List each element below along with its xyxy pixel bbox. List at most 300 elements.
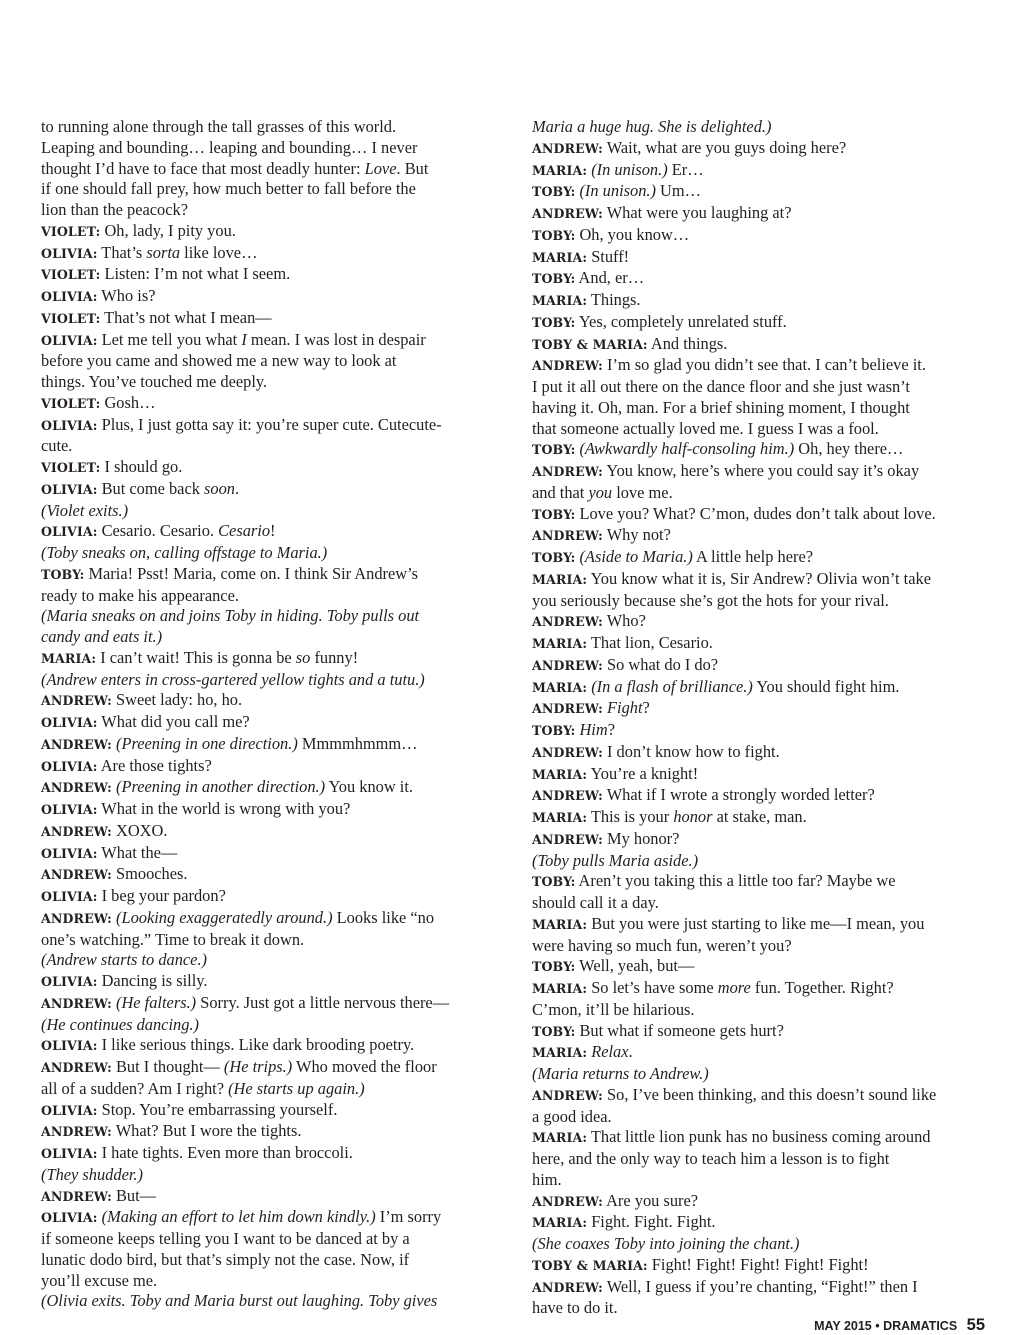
script-line (41, 971, 497, 993)
speaker-name: TOBY: (532, 442, 576, 458)
speaker-name: TOBY: (532, 271, 576, 287)
italic-text: (Violet exits.) (41, 500, 129, 520)
script-line (532, 160, 986, 182)
script-line (532, 1277, 986, 1299)
line-text: But— (111, 1185, 157, 1205)
speaker-name: TOBY: (532, 184, 576, 200)
script-line (532, 1000, 986, 1021)
line-text: Aren’t you taking this a little too far? Maybe we (575, 871, 896, 891)
italic-text: (In a flash of brilliance.) (591, 676, 753, 696)
line-text: You know, here’s where you could say it’s okay (602, 461, 920, 480)
line-text: a good idea. (532, 1106, 612, 1126)
script-line (41, 1229, 497, 1250)
line-text: So, I’ve been thinking, and this doesn’t sound like (602, 1084, 937, 1104)
script-line (532, 461, 986, 483)
line-text: But I thought— (111, 1057, 224, 1076)
script-line (532, 525, 986, 547)
line-text: ? (642, 698, 650, 718)
script-line (41, 564, 497, 586)
italic-text: Fight (607, 698, 643, 718)
script-line (41, 501, 497, 522)
script-line (532, 355, 986, 377)
script-line (41, 586, 497, 607)
script-line (41, 415, 497, 437)
line-text: funny! (310, 647, 359, 667)
script-line (41, 221, 497, 243)
line-text: I hate tights. Even more than broccoli. (97, 1143, 353, 1162)
script-line (41, 1207, 497, 1229)
line-text: Well, yeah, but— (575, 956, 695, 976)
speaker-name: MARIA: (532, 162, 588, 178)
line-text: mean. I was lost in despair (246, 329, 426, 349)
speaker-name: TOBY: (41, 566, 85, 582)
page-number: 55 (966, 1316, 985, 1334)
script-line (532, 419, 986, 440)
script-line (532, 698, 986, 720)
speaker-name: ANDREW: (532, 358, 603, 374)
line-text: . (628, 1042, 633, 1062)
speaker-name: TOBY: (532, 550, 576, 565)
line-text: Listen: I’m not what I seem. (100, 264, 291, 284)
italic-text: (She coaxes Toby into joining the chant.) (532, 1234, 800, 1253)
line-text: have to do it. (532, 1298, 618, 1318)
line-text: and that (532, 482, 589, 502)
line-text: Um… (655, 181, 702, 201)
italic-text: candy and eats it.) (41, 627, 163, 646)
script-line (41, 1015, 497, 1036)
script-column-right (532, 117, 986, 1319)
italic-text: more (717, 978, 751, 997)
speaker-name: OLIVIA: (41, 889, 98, 904)
script-line (532, 633, 986, 655)
line-text: That lion, Cesario. (587, 633, 713, 652)
script-line (41, 372, 497, 393)
line-text: What the— (97, 842, 178, 862)
line-text: ? (607, 720, 615, 739)
speaker-name: VIOLET: (41, 310, 101, 326)
line-text: that someone actually loved me. I guess I was a fool. (532, 418, 879, 438)
speaker-name: OLIVIA: (41, 1210, 98, 1226)
speaker-name: TOBY & MARIA: (532, 1257, 648, 1273)
line-text: What? But I wore the tights. (111, 1121, 302, 1141)
line-text: Things. (587, 290, 641, 309)
line-text: That’s not what I mean— (100, 307, 272, 327)
speaker-name: MARIA: (532, 981, 588, 996)
line-text: Let me tell you what (97, 329, 242, 349)
speaker-name: ANDREW: (41, 995, 112, 1011)
speaker-name: ANDREW: (41, 823, 112, 839)
speaker-name: TOBY: (532, 314, 576, 330)
speaker-name: OLIVIA: (41, 974, 98, 989)
speaker-name: ANDREW: (532, 206, 603, 221)
script-line (532, 1255, 986, 1277)
script-line (532, 720, 986, 742)
speaker-name: OLIVIA: (41, 245, 98, 261)
script-line (41, 606, 497, 627)
line-text: one’s watching.” Time to break it down. (41, 929, 305, 949)
italic-text: you (588, 482, 613, 502)
script-line (41, 200, 497, 221)
speaker-name: OLIVIA: (41, 845, 98, 861)
speaker-name: VIOLET: (41, 395, 101, 411)
line-text: I’m sorry (375, 1207, 442, 1227)
speaker-name: MARIA: (532, 1215, 588, 1231)
italic-text: (He starts up again.) (228, 1078, 365, 1098)
speaker-name: MARIA: (532, 636, 588, 651)
italic-text: I (241, 329, 247, 349)
line-text: Fight. Fight. Fight. (587, 1212, 716, 1232)
script-line (41, 351, 497, 372)
speaker-name: MARIA: (532, 810, 588, 825)
script-line (41, 264, 497, 286)
line-text: That little lion punk has no business coming around (587, 1127, 931, 1147)
line-text: So let’s have some (587, 978, 718, 997)
speaker-name: OLIVIA: (41, 802, 98, 817)
speaker-name: ANDREW: (532, 744, 603, 760)
italic-text: sorta (146, 242, 181, 262)
script-line (532, 914, 986, 936)
line-text: I put it all out there on the dance floor and she just wasn’t (532, 377, 910, 396)
italic-text: (Looking exaggeratedly around.) (116, 907, 333, 927)
script-line (41, 1186, 497, 1208)
script-line (41, 543, 497, 564)
speaker-name: VIOLET: (41, 223, 101, 239)
line-text: to running alone through the tall grasses of this world. (41, 117, 397, 136)
script-line (532, 569, 986, 591)
speaker-name: TOBY: (532, 959, 576, 975)
speaker-name: OLIVIA: (41, 289, 98, 304)
line-text: thought I’d have to face that most deadly hunter: (41, 158, 365, 178)
speaker-name: OLIVIA: (41, 481, 98, 497)
script-line (41, 308, 497, 330)
script-line (41, 627, 497, 648)
line-text: What if I wrote a strongly worded letter? (602, 785, 875, 805)
script-line (41, 799, 497, 821)
speaker-name: TOBY: (532, 506, 576, 522)
script-line (41, 1143, 497, 1165)
line-text: You know it. (325, 777, 414, 797)
script-line (41, 993, 497, 1015)
line-text: . (234, 478, 240, 498)
script-line (41, 138, 497, 159)
page-footer (814, 1316, 985, 1335)
script-line (41, 286, 497, 308)
italic-text: (Aside to Maria.) (579, 547, 693, 566)
speaker-name: ANDREW: (532, 701, 603, 717)
script-line (41, 1100, 497, 1122)
line-text: Maria! Psst! Maria, come on. I think Sir Andrew’s (84, 563, 419, 583)
script-line (532, 1064, 986, 1085)
line-text: But come back (97, 478, 205, 498)
script-line (41, 1057, 497, 1079)
line-text: should call it a day. (532, 893, 659, 912)
line-text: Love you? What? C’mon, dudes don’t talk about love. (575, 503, 936, 523)
italic-text: so (295, 647, 311, 667)
script-line (532, 1212, 986, 1234)
line-text: having it. Oh, man. For a brief shining moment, I thought (532, 397, 910, 417)
line-text: XOXO. (111, 820, 168, 840)
speaker-name: ANDREW: (532, 657, 603, 673)
script-line (532, 677, 986, 699)
line-text: Stuff! (587, 246, 630, 266)
line-text: Cesario. Cesario. (97, 521, 219, 541)
italic-text: Relax (591, 1042, 629, 1062)
italic-text: (Toby pulls Maria aside.) (532, 850, 699, 870)
line-text: love me. (612, 482, 673, 502)
speaker-name: MARIA: (532, 293, 588, 308)
script-line (532, 1234, 986, 1255)
script-line (41, 117, 497, 138)
script-line (532, 742, 986, 764)
speaker-name: MARIA: (532, 766, 588, 782)
line-text: Oh, lady, I pity you. (100, 220, 236, 240)
speaker-name: ANDREW: (532, 1087, 603, 1103)
script-line (532, 829, 986, 851)
script-line (532, 956, 986, 978)
script-line (532, 611, 986, 633)
italic-text: Him (579, 720, 608, 739)
italic-text: (Andrew starts to dance.) (41, 950, 208, 970)
italic-text: (Toby sneaks on, calling offstage to Maria.) (41, 543, 328, 562)
script-line (532, 504, 986, 526)
speaker-name: ANDREW: (41, 867, 112, 883)
speaker-name: OLIVIA: (41, 715, 98, 730)
script-line (532, 117, 986, 138)
speaker-name: ANDREW: (41, 736, 112, 752)
line-text: Looks like “no (332, 907, 435, 927)
script-line (532, 312, 986, 334)
speaker-name: TOBY: (532, 874, 576, 890)
script-line (41, 1291, 497, 1312)
script-line (532, 547, 986, 569)
speaker-name: ANDREW: (532, 528, 603, 544)
italic-text: (They shudder.) (41, 1164, 143, 1184)
speaker-name: TOBY: (532, 723, 576, 738)
line-text: lunatic dodo bird, but that’s simply not the case. Now, if (41, 1249, 410, 1269)
line-text: Smooches. (111, 864, 188, 884)
line-text: A little help here? (692, 547, 813, 566)
speaker-name: ANDREW: (41, 910, 112, 926)
speaker-name: OLIVIA: (41, 524, 98, 540)
speaker-name: ANDREW: (532, 1279, 603, 1295)
script-line (532, 851, 986, 872)
script-line (532, 268, 986, 290)
italic-text: (Preening in one direction.) (116, 733, 298, 753)
speaker-name: ANDREW: (532, 140, 603, 156)
script-line (41, 648, 497, 670)
script-line (532, 1021, 986, 1043)
line-text: if someone keeps telling you I want to be danced at by a (41, 1229, 410, 1248)
line-text: Why not? (602, 525, 671, 545)
script-line (41, 457, 497, 479)
line-text: I should go. (100, 457, 183, 476)
script-line (532, 1149, 986, 1170)
line-text: And, er… (575, 268, 645, 288)
line-text: . But (396, 158, 429, 178)
line-text: Dancing is silly. (97, 971, 208, 990)
line-text: This is your (587, 807, 674, 826)
line-text: You know what it is, Sir Andrew? Olivia won’t take (587, 568, 931, 588)
line-text: So what do I do? (602, 654, 719, 674)
script-line (41, 1035, 497, 1057)
speaker-name: ANDREW: (532, 614, 603, 630)
italic-text: (In unison.) (579, 181, 656, 201)
line-text: Oh, hey there… (794, 439, 904, 459)
script-line (41, 1121, 497, 1143)
line-text: fun. Together. Right? (750, 978, 894, 997)
footer-issue: MAY 2015 • DRAMATICS (814, 1319, 958, 1333)
speaker-name: MARIA: (532, 249, 588, 265)
line-text: I’m so glad you didn’t see that. I can’t believe it. (602, 355, 926, 375)
speaker-name: ANDREW: (532, 1193, 603, 1209)
italic-text: (He falters.) (116, 992, 197, 1012)
script-line (41, 1250, 497, 1271)
line-text: Stop. You’re embarrassing yourself. (97, 1099, 338, 1119)
italic-text: (Andrew enters in cross-gartered yellow tights and a tutu.) (41, 669, 425, 689)
italic-text: honor (673, 807, 713, 826)
line-text: Who? (602, 611, 646, 631)
line-text: C’mon, it’ll be hilarious. (532, 999, 695, 1019)
line-text: all of a sudden? Am I right? (41, 1078, 229, 1098)
script-line (41, 1271, 497, 1292)
speaker-name: VIOLET: (41, 267, 101, 283)
script-line (532, 764, 986, 786)
script-line (532, 398, 986, 419)
line-text: Wait, what are you guys doing here? (602, 137, 847, 157)
speaker-name: MARIA: (532, 1045, 588, 1061)
line-text: if one should fall prey, how much better to fall before the (41, 179, 416, 199)
script-line (532, 377, 986, 398)
script-line (41, 436, 497, 457)
script-line (41, 159, 497, 180)
speaker-name: ANDREW: (41, 1124, 112, 1140)
line-text: I like serious things. Like dark brooding poetry. (97, 1035, 415, 1055)
speaker-name: MARIA: (532, 571, 588, 587)
speaker-name: ANDREW: (41, 693, 112, 709)
speaker-name: VIOLET: (41, 460, 101, 475)
italic-text: (Maria sneaks on and joins Toby in hiding. Toby pulls out (41, 606, 420, 626)
line-text: But you were just starting to like me—I mean, you (587, 913, 925, 933)
line-text: were having so much fun, weren’t you? (532, 935, 792, 955)
script-line (532, 893, 986, 914)
script-line (41, 712, 497, 734)
italic-text: (Maria returns to Andrew.) (532, 1064, 709, 1083)
script-line (41, 521, 497, 543)
line-text: What were you laughing at? (602, 203, 792, 222)
italic-text: (He trips.) (223, 1057, 293, 1076)
line-text: Who moved the floor (292, 1057, 437, 1076)
script-line (532, 181, 986, 203)
italic-text: (Preening in another direction.) (116, 777, 326, 797)
script-line (532, 334, 986, 356)
line-text: Mmmmhmmm… (297, 733, 418, 753)
italic-text: (In unison.) (591, 159, 668, 179)
script-column-left (41, 117, 497, 1312)
script-line (532, 247, 986, 269)
speaker-name: ANDREW: (532, 788, 603, 804)
line-text: I beg your pardon? (97, 886, 226, 905)
script-line (41, 393, 497, 415)
line-text: before you came and showed me a new way to look at (41, 351, 397, 371)
script-line (532, 290, 986, 312)
script-line (41, 179, 497, 200)
line-text: Oh, you know… (575, 224, 690, 244)
speaker-name: ANDREW: (41, 780, 112, 796)
line-text: You should fight him. (752, 676, 900, 696)
script-line (41, 864, 497, 886)
script-line (41, 1165, 497, 1186)
script-line (532, 1085, 986, 1107)
line-text: like love… (180, 242, 258, 262)
speaker-name: OLIVIA: (41, 417, 98, 433)
line-text: Plus, I just gotta say it: you’re super cute. Cutecute- (97, 414, 442, 434)
line-text: And things. (647, 333, 728, 353)
script-line (41, 670, 497, 691)
script-line (41, 690, 497, 712)
italic-text: (He continues dancing.) (41, 1014, 199, 1034)
speaker-name: ANDREW: (532, 464, 603, 479)
line-text: I don’t know how to fight. (602, 741, 780, 761)
speaker-name: ANDREW: (41, 1188, 112, 1204)
line-text: Who is? (97, 286, 156, 305)
line-text: Leaping and bounding… leaping and bounding… I never (41, 137, 418, 157)
script-line (41, 908, 497, 930)
line-text: Gosh… (100, 392, 156, 412)
script-line (41, 843, 497, 865)
script-line (532, 785, 986, 807)
speaker-name: TOBY: (532, 227, 576, 243)
line-text: ! (270, 521, 276, 541)
line-text: Fight! Fight! Fight! Fight! Fight! (647, 1254, 869, 1274)
line-text: lion than the peacock? (41, 200, 188, 219)
script-line (532, 1127, 986, 1149)
script-line (41, 479, 497, 501)
script-line (532, 807, 986, 829)
line-text: You’re a knight! (587, 763, 699, 783)
script-line (532, 483, 986, 504)
line-text: Sorry. Just got a little nervous there— (196, 992, 450, 1012)
speaker-name: OLIVIA: (41, 1102, 98, 1118)
script-line (532, 655, 986, 677)
line-text: things. You’ve touched me deeply. (41, 372, 268, 391)
italic-text: soon (204, 478, 235, 498)
script-line (41, 930, 497, 951)
speaker-name: ANDREW: (41, 1060, 112, 1075)
script-line (41, 821, 497, 843)
script-line (532, 1042, 986, 1064)
speaker-name: OLIVIA: (41, 332, 98, 348)
italic-text: Love (364, 158, 397, 178)
script-line (41, 886, 497, 908)
italic-text: (Making an effort to let him down kindly.) (101, 1207, 376, 1227)
line-text: Are you sure? (602, 1190, 699, 1210)
line-text: What did you call me? (97, 712, 250, 731)
line-text: here, and the only way to teach him a lesson is to fight (532, 1149, 890, 1168)
line-text: Are those tights? (97, 755, 212, 775)
script-line (41, 777, 497, 799)
speaker-name: TOBY: (532, 1023, 576, 1039)
speaker-name: MARIA: (532, 679, 588, 695)
speaker-name: OLIVIA: (41, 758, 98, 774)
script-line (41, 1079, 497, 1100)
line-text: That’s (97, 242, 147, 262)
line-text: My honor? (602, 828, 680, 848)
script-line (532, 1170, 986, 1191)
script-line (41, 243, 497, 265)
script-line (41, 330, 497, 352)
italic-text: Maria a huge hug. She is delighted.) (532, 117, 772, 136)
speaker-name: OLIVIA: (41, 1038, 98, 1054)
